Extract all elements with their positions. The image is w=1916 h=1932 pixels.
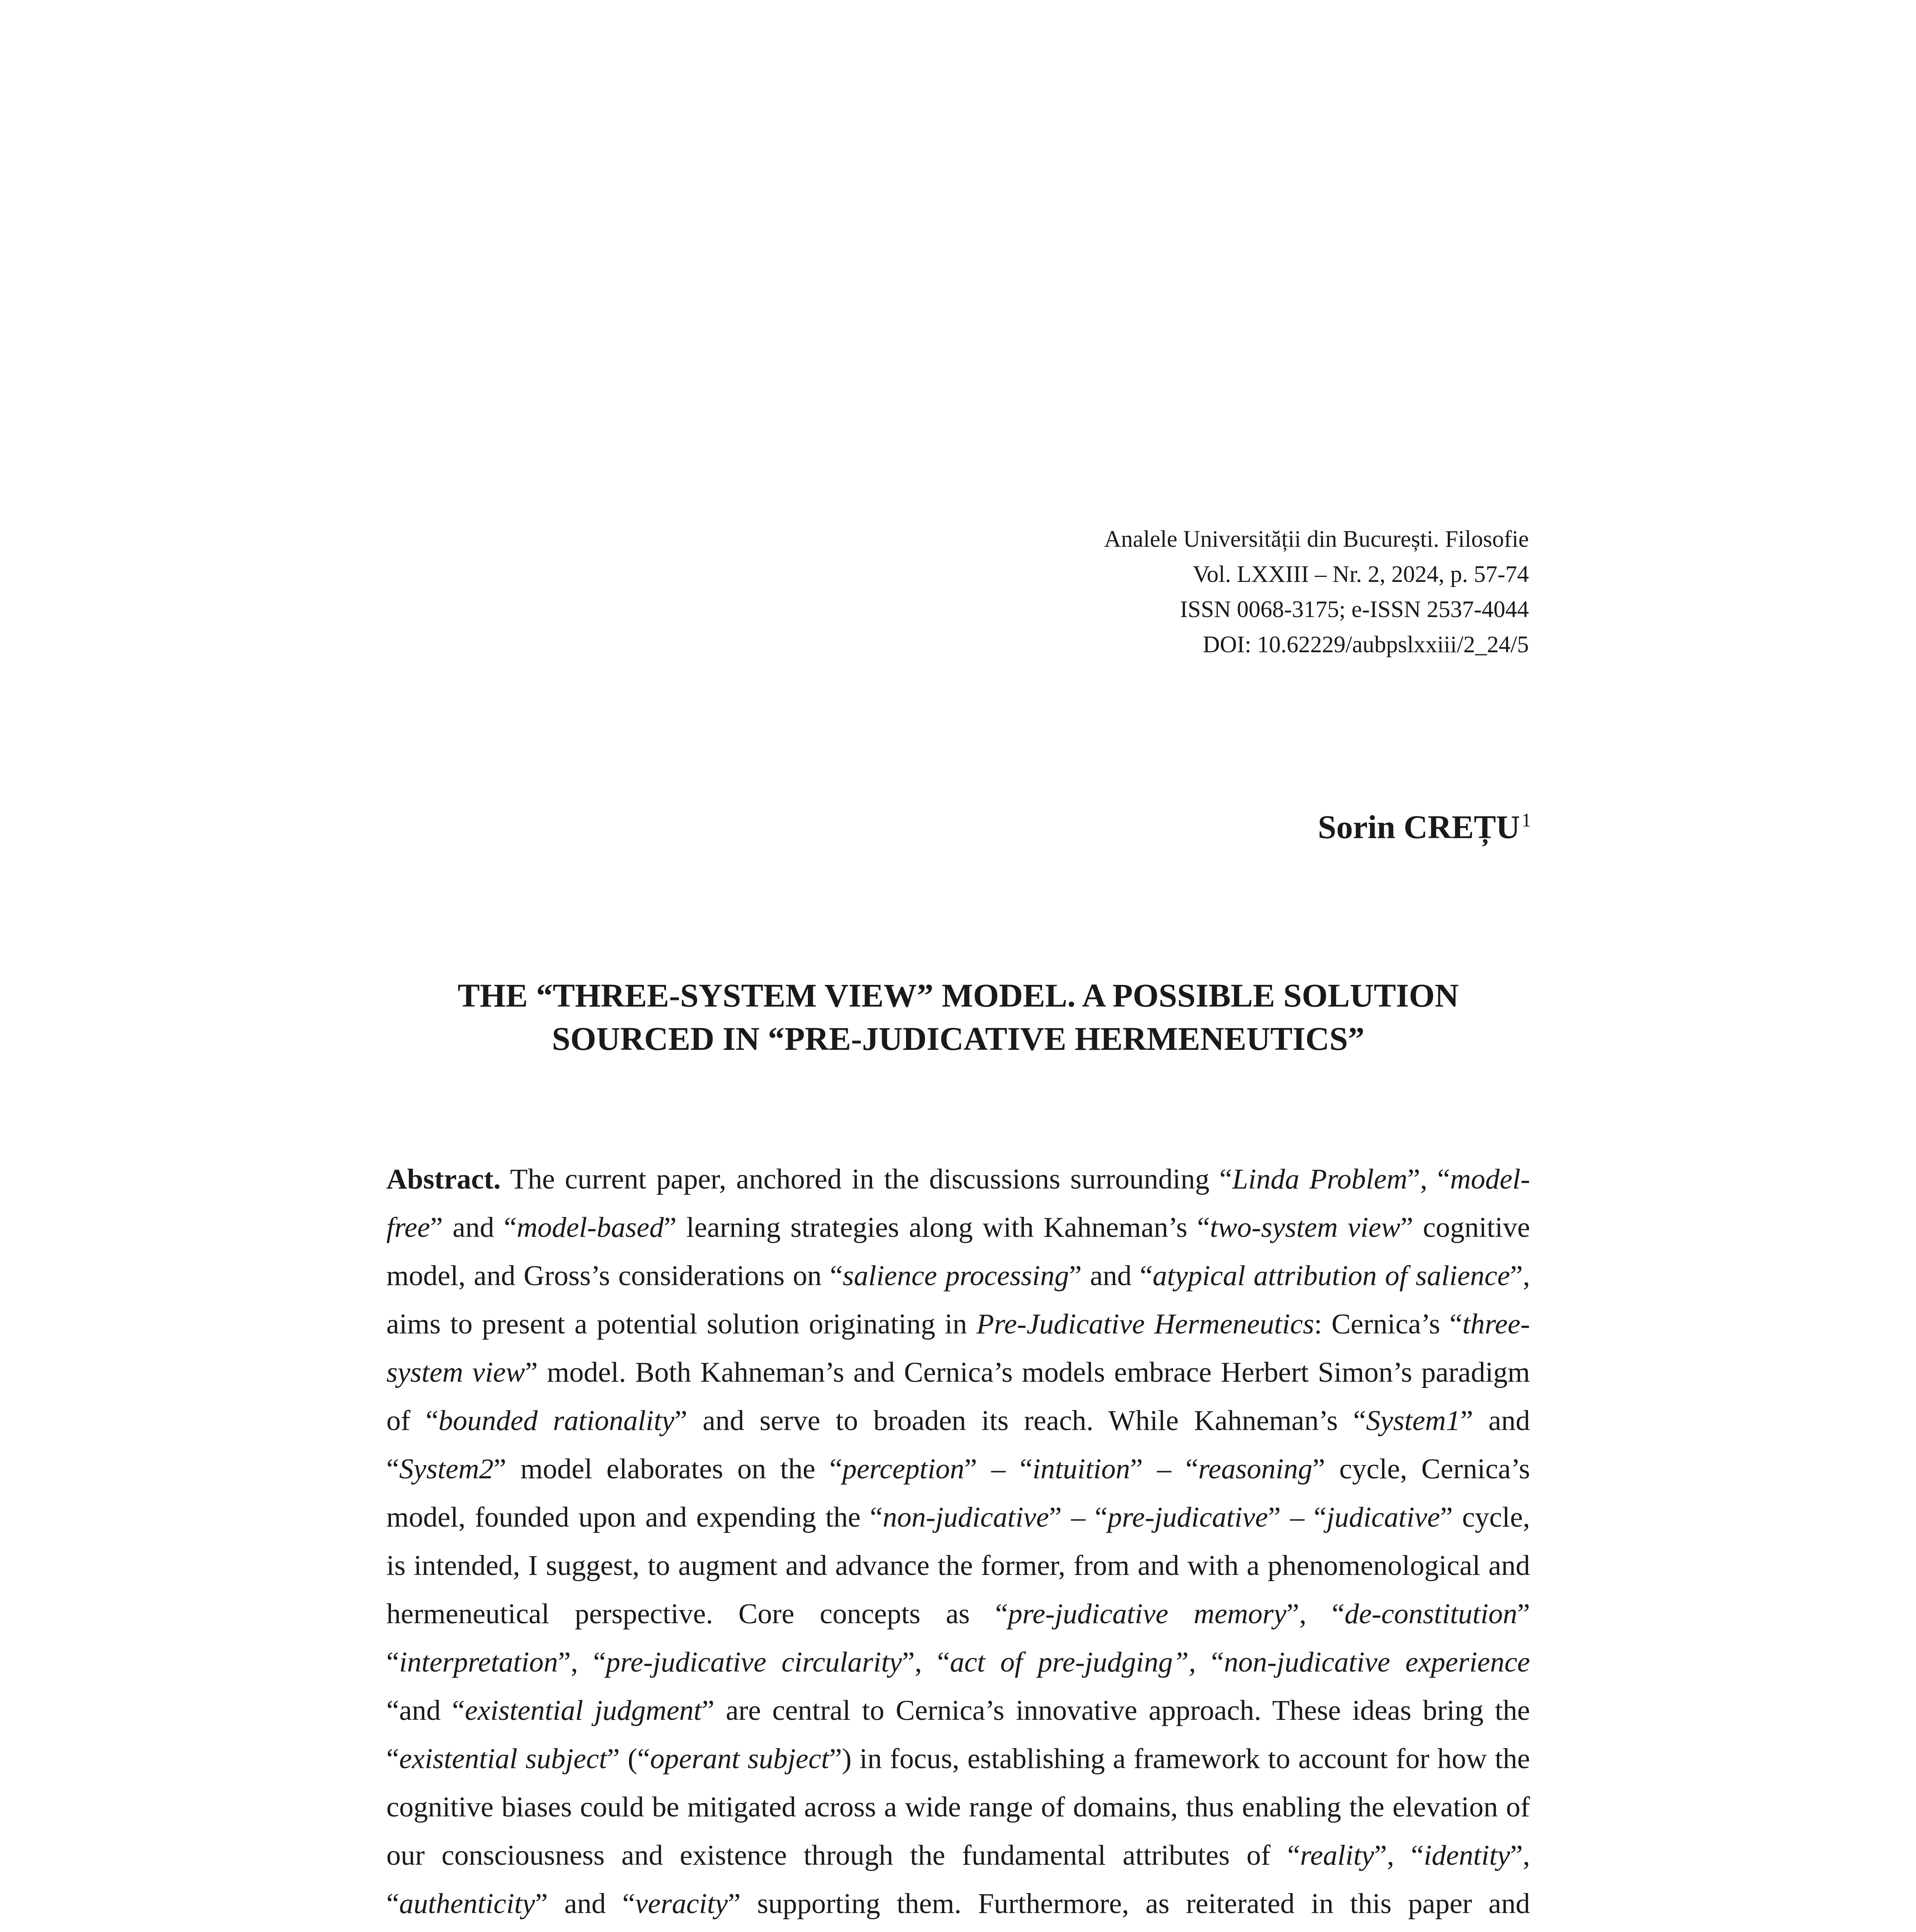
abstract-segment: model-free xyxy=(386,1163,1530,1243)
journal-volume: Vol. LXXIII – Nr. 2, 2024, p. 57-74 xyxy=(1193,561,1529,587)
abstract-segment: operant subject xyxy=(650,1743,830,1775)
abstract-segment: pre-judicative xyxy=(1107,1502,1268,1533)
abstract-segment: Pre-Judicative Hermeneutics xyxy=(976,1308,1314,1340)
abstract-segment: atypical attribution of salience xyxy=(1153,1260,1510,1292)
abstract-segment: ” – “ xyxy=(1049,1502,1108,1533)
abstract-segment: perception xyxy=(842,1453,964,1485)
abstract-segment: identity xyxy=(1423,1840,1510,1871)
abstract-segment: “and “ xyxy=(386,1695,465,1726)
journal-issn: ISSN 0068-3175; e-ISSN 2537-4044 xyxy=(1180,597,1529,622)
abstract-segment: ” model. Both Kahneman’s and Cernica’s models embrace Herbert Simon’s paradigm of “ xyxy=(386,1357,1530,1437)
abstract-segment: ” supporting them. Furthermore, as reiterated in this paper and xyxy=(728,1888,1530,1920)
abstract-segment: three-system view xyxy=(386,1308,1530,1388)
abstract-segment: model-based xyxy=(517,1212,664,1243)
abstract-segment: ”, aims to present a potential solution originating in xyxy=(386,1260,1530,1340)
author-footnote-ref: 1 xyxy=(1522,809,1531,831)
abstract-segment: ” are central to Cernica’s innovative approach. These ideas bring the “ xyxy=(386,1695,1530,1775)
abstract-segment: reasoning xyxy=(1198,1453,1312,1485)
title-line-1: THE “THREE-SYSTEM VIEW” MODEL. A POSSIBLE SOLUTION xyxy=(457,977,1459,1014)
abstract-segment: existential subject xyxy=(399,1743,607,1775)
journal-name: Analele Universității din București. Filosofie xyxy=(1104,526,1529,552)
abstract-segment: ”, “ xyxy=(902,1646,950,1678)
abstract-segment: bounded rationality xyxy=(438,1405,675,1437)
abstract-segment: ” and “ xyxy=(386,1405,1530,1485)
abstract-segment: ” and “ xyxy=(535,1888,635,1920)
abstract-segment: ” and serve to broaden its reach. While Kahneman’s “ xyxy=(674,1405,1366,1437)
abstract-segment: ” “ xyxy=(386,1598,1530,1678)
abstract-body xyxy=(386,1163,1530,1932)
abstract-segment: ”, “ xyxy=(386,1840,1530,1920)
abstract-segment: non-judicative xyxy=(882,1502,1049,1533)
abstract-segment: de-constitution xyxy=(1344,1598,1517,1630)
abstract-segment: interpretation xyxy=(399,1646,558,1678)
abstract-segment: ” – “ xyxy=(1268,1502,1327,1533)
abstract-segment: ”, “ xyxy=(1374,1840,1424,1871)
abstract-segment: ” cycle, Cernica’s model, founded upon and expending the “ xyxy=(386,1453,1530,1533)
abstract-segment: non-judicative experience xyxy=(1224,1646,1530,1678)
title-line-2: SOURCED IN “PRE-JUDICATIVE HERMENEUTICS” xyxy=(552,1020,1365,1057)
abstract-segment: veracity xyxy=(635,1888,728,1920)
abstract-segment: ” cognitive model, and Gross’s considerations on “ xyxy=(386,1212,1530,1292)
abstract-segment: ”, “ xyxy=(1286,1598,1345,1630)
abstract-segment: judicative xyxy=(1326,1502,1440,1533)
abstract-segment: pre-judicative memory xyxy=(1008,1598,1287,1630)
abstract-segment: Linda Problem xyxy=(1232,1163,1408,1195)
abstract-segment: authenticity xyxy=(399,1888,535,1920)
abstract-segment: reality xyxy=(1300,1840,1374,1871)
abstract-segment: ” – “ xyxy=(1130,1453,1199,1485)
abstract-segment: act of pre-judging”, xyxy=(950,1646,1196,1678)
abstract-segment: ”) in focus, establishing a framework to account for how the cognitive biases could be mitigated across a wide range of domains, thus enabling the elevation of our consciousness and existence through the fundamental attributes of “ xyxy=(386,1743,1530,1871)
abstract xyxy=(386,1155,1530,1932)
author-name: Sorin CREȚU xyxy=(1318,808,1520,845)
journal-doi: DOI: 10.62229/aubpslxxiii/2_24/5 xyxy=(1203,632,1529,658)
abstract-segment: ” learning strategies along with Kahneman’s “ xyxy=(664,1212,1210,1243)
abstract-segment: ” and “ xyxy=(1069,1260,1153,1292)
abstract-segment: ” model elaborates on the “ xyxy=(493,1453,842,1485)
abstract-segment: ” and “ xyxy=(430,1212,517,1243)
abstract-paragraph xyxy=(386,1155,1530,1932)
abstract-segment: : Cernica’s “ xyxy=(1314,1308,1462,1340)
abstract-segment: ”, “ xyxy=(558,1646,606,1678)
abstract-segment: “ xyxy=(1196,1646,1224,1678)
abstract-segment: existential judgment xyxy=(465,1695,702,1726)
journal-info xyxy=(1104,522,1529,662)
author-name-block xyxy=(1318,808,1531,846)
abstract-segment: pre-judicative circularity xyxy=(606,1646,902,1678)
abstract-segment: ” (“ xyxy=(607,1743,650,1775)
paper-title xyxy=(386,974,1530,1060)
abstract-label: Abstract. xyxy=(386,1163,501,1195)
abstract-segment: The current paper, anchored in the discussions surrounding “ xyxy=(500,1163,1233,1195)
abstract-segment: salience processing xyxy=(843,1260,1069,1292)
abstract-segment: ” cycle, is intended, I suggest, to augment and advance the former, from and with a phenomenological and hermeneutical perspective. Core concepts as “ xyxy=(386,1502,1530,1630)
abstract-segment: intuition xyxy=(1032,1453,1130,1485)
abstract-segment: System1 xyxy=(1366,1405,1460,1437)
abstract-segment: ”, “ xyxy=(1407,1163,1450,1195)
abstract-segment: two-system view xyxy=(1210,1212,1401,1243)
abstract-segment: System2 xyxy=(399,1453,494,1485)
abstract-segment: ” – “ xyxy=(964,1453,1033,1485)
